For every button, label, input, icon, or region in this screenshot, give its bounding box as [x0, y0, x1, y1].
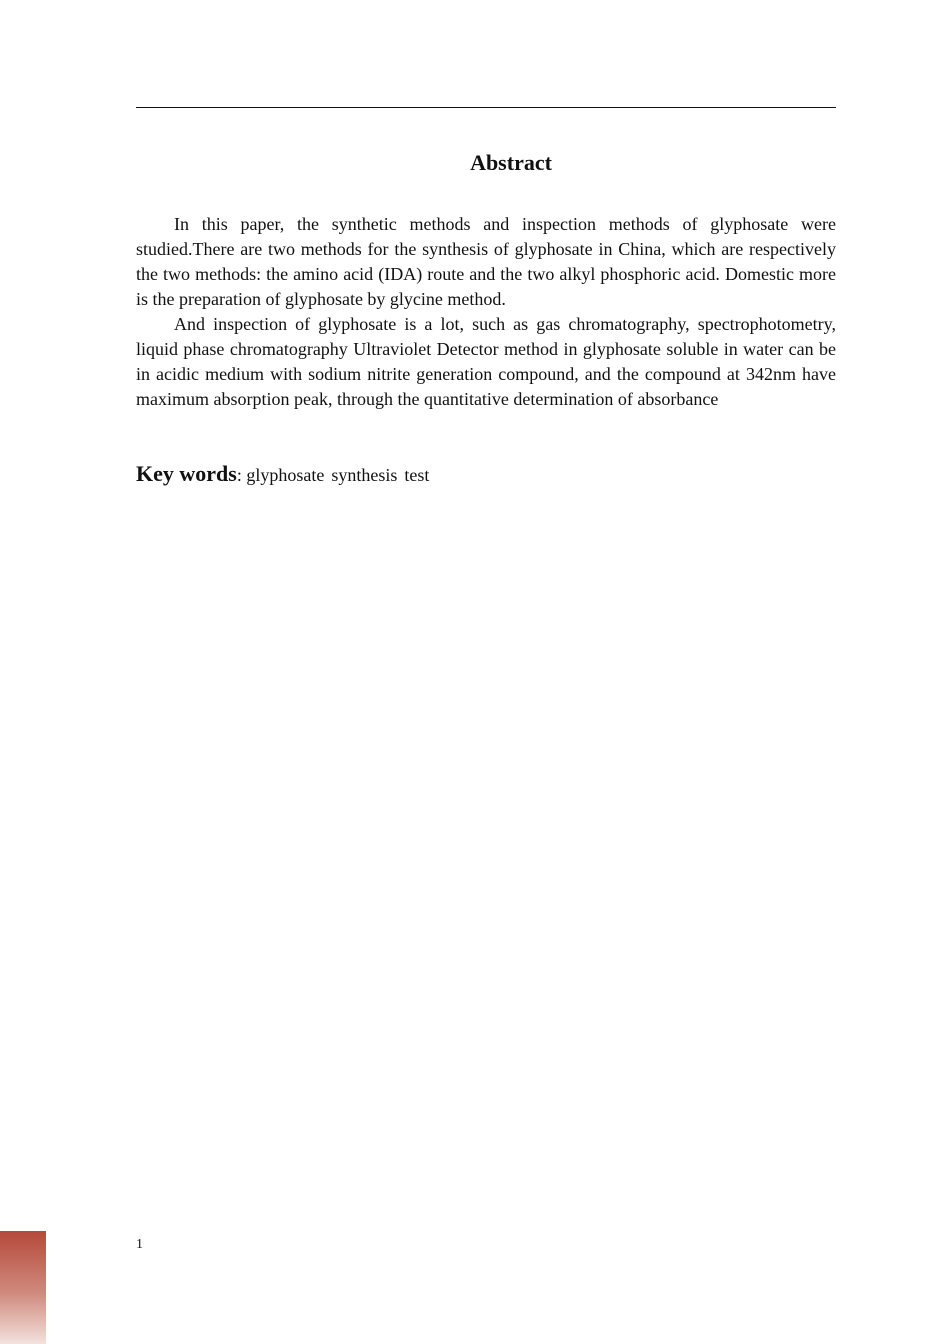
abstract-paragraph-2: And inspection of glyphosate is a lot, such as gas chromatography, spectrophotometry, liquid phase chromatography Ultraviolet Detector method in glyphosate soluble in water can be in acidic medium with sodium nitrite generation compound, and the compound at 342nm have maximum absorption peak, through the quantitative determination of absorbance [136, 314, 836, 409]
keywords-line [136, 460, 836, 489]
page-title: Abstract [470, 150, 552, 175]
keyword-item: glyphosate [246, 465, 325, 485]
page-number: 1 [136, 1237, 143, 1252]
abstract-paragraph-1: In this paper, the synthetic methods and inspection methods of glyphosate were studied.There are two methods for the synthesis of glyphosate in China, which are respectively the two methods: the amino acid (IDA) route and the two alkyl phosphoric acid. Domestic more is the preparation of glyphosate by glycine method. [136, 214, 836, 309]
abstract-body [136, 212, 836, 412]
keywords-separator: : [236, 465, 247, 485]
keyword-item: synthesis [331, 465, 398, 485]
header-rule [136, 107, 836, 108]
keywords-label: Key words [136, 461, 237, 486]
keyword-item: test [404, 465, 430, 485]
corner-accent-bar [0, 1231, 46, 1344]
